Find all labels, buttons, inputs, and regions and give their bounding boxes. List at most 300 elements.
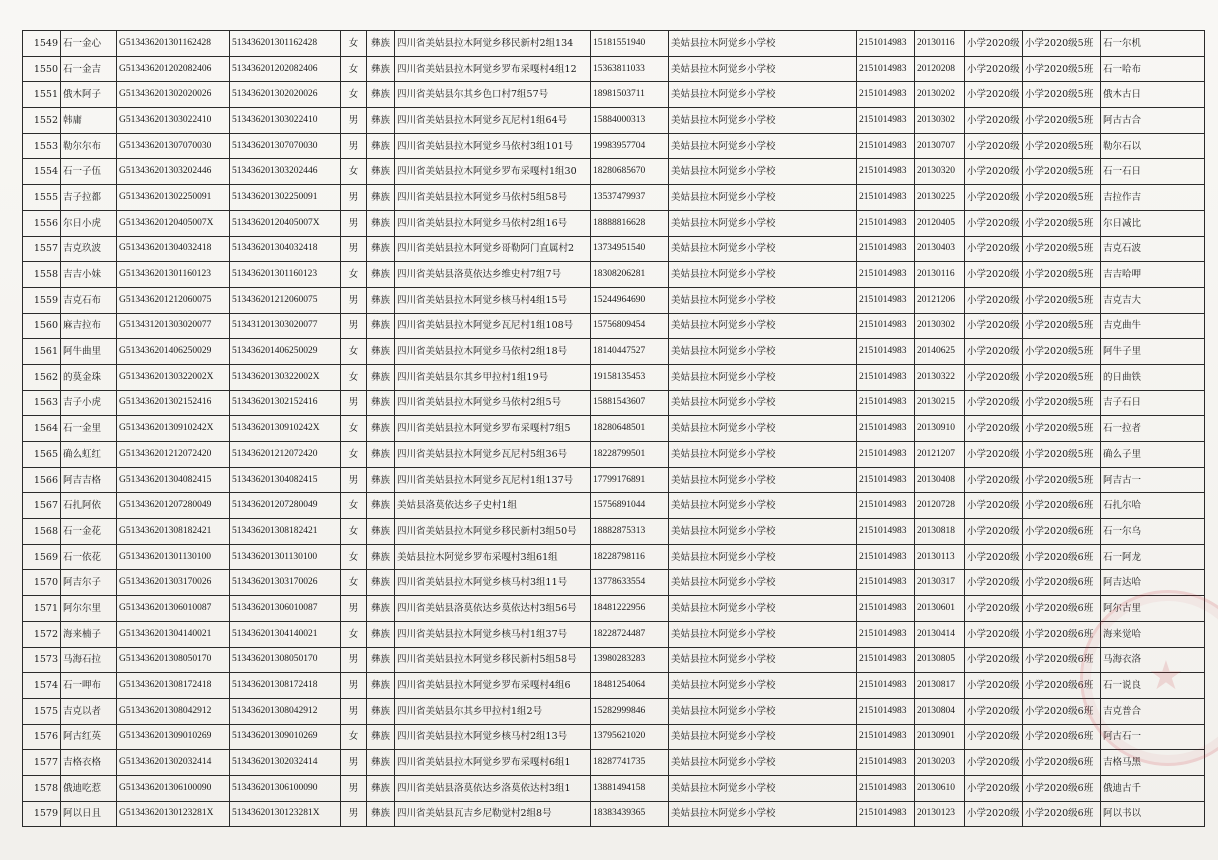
phone-number-cell: 19983957704 xyxy=(591,133,669,159)
school-name-cell: 美姑县拉木阿觉乡小学校 xyxy=(669,467,857,493)
class-name-cell: 小学2020级6班 xyxy=(1023,544,1101,570)
student-name-cell: 石一依花 xyxy=(61,544,117,570)
sex-cell: 男 xyxy=(341,596,367,622)
ethnicity-cell: 彝族 xyxy=(367,493,395,519)
ethnicity-cell: 彝族 xyxy=(367,31,395,57)
sex-cell: 女 xyxy=(341,416,367,442)
row-number-cell: 1561 xyxy=(23,339,61,365)
sex-cell: 男 xyxy=(341,313,367,339)
student-id-cell: G513431201303020077 xyxy=(117,313,230,339)
grade-cell: 小学2020级 xyxy=(965,31,1023,57)
guardian-name-cell: 海来觉哈 xyxy=(1101,621,1205,647)
guardian-name-cell: 阿古古合 xyxy=(1101,108,1205,134)
school-code-cell: 2151014983 xyxy=(857,416,915,442)
birth-date-cell: 20121206 xyxy=(915,287,965,313)
id-card-number-cell: 513436201303170026 xyxy=(230,570,341,596)
guardian-name-cell: 吉克石波 xyxy=(1101,236,1205,262)
id-card-number-cell: 513436201301162428 xyxy=(230,31,341,57)
table-row xyxy=(23,313,1205,339)
student-id-cell: G513436201309010269 xyxy=(117,724,230,750)
ethnicity-cell: 彝族 xyxy=(367,673,395,699)
student-id-cell: G513436201301162428 xyxy=(117,31,230,57)
student-name-cell: 俄木阿子 xyxy=(61,82,117,108)
id-card-number-cell: 513436201308172418 xyxy=(230,673,341,699)
student-id-cell: G513436201302032414 xyxy=(117,750,230,776)
ethnicity-cell: 彝族 xyxy=(367,313,395,339)
birth-date-cell: 20130302 xyxy=(915,108,965,134)
school-name-cell: 美姑县拉木阿觉乡小学校 xyxy=(669,519,857,545)
home-address-cell: 四川省美姑县拉木阿觉乡移民新村2组134 xyxy=(395,31,591,57)
student-name-cell: 阿吉吉格 xyxy=(61,467,117,493)
guardian-name-cell: 石一石日 xyxy=(1101,159,1205,185)
id-card-number-cell: 513436201308042912 xyxy=(230,698,341,724)
school-code-cell: 2151014983 xyxy=(857,133,915,159)
school-code-cell: 2151014983 xyxy=(857,390,915,416)
phone-number-cell: 18481254064 xyxy=(591,673,669,699)
birth-date-cell: 20130322 xyxy=(915,364,965,390)
guardian-name-cell: 确么子里 xyxy=(1101,442,1205,468)
student-id-cell: G513436201301130100 xyxy=(117,544,230,570)
class-name-cell: 小学2020级5班 xyxy=(1023,442,1101,468)
id-card-number-cell: 513436201301130100 xyxy=(230,544,341,570)
school-name-cell: 美姑县拉木阿觉乡小学校 xyxy=(669,621,857,647)
row-number-cell: 1566 xyxy=(23,467,61,493)
student-name-cell: 吉子拉都 xyxy=(61,185,117,211)
school-name-cell: 美姑县拉木阿觉乡小学校 xyxy=(669,775,857,801)
phone-number-cell: 18280685670 xyxy=(591,159,669,185)
school-name-cell: 美姑县拉木阿觉乡小学校 xyxy=(669,801,857,827)
guardian-name-cell: 吉子石日 xyxy=(1101,390,1205,416)
table-row xyxy=(23,621,1205,647)
birth-date-cell: 20130817 xyxy=(915,673,965,699)
grade-cell: 小学2020级 xyxy=(965,339,1023,365)
row-number-cell: 1577 xyxy=(23,750,61,776)
grade-cell: 小学2020级 xyxy=(965,159,1023,185)
guardian-name-cell: 阿吉达哈 xyxy=(1101,570,1205,596)
guardian-name-cell: 阿牛子里 xyxy=(1101,339,1205,365)
birth-date-cell: 20130302 xyxy=(915,313,965,339)
table-row xyxy=(23,262,1205,288)
row-number-cell: 1564 xyxy=(23,416,61,442)
seal-star-icon: ★ xyxy=(1148,653,1184,699)
sex-cell: 女 xyxy=(341,570,367,596)
row-number-cell: 1563 xyxy=(23,390,61,416)
guardian-name-cell: 阿尔古里 xyxy=(1101,596,1205,622)
grade-cell: 小学2020级 xyxy=(965,82,1023,108)
class-name-cell: 小学2020级6班 xyxy=(1023,647,1101,673)
school-name-cell: 美姑县拉木阿觉乡小学校 xyxy=(669,647,857,673)
grade-cell: 小学2020级 xyxy=(965,262,1023,288)
class-name-cell: 小学2020级5班 xyxy=(1023,416,1101,442)
student-name-cell: 麻吉拉布 xyxy=(61,313,117,339)
phone-number-cell: 13537479937 xyxy=(591,185,669,211)
school-code-cell: 2151014983 xyxy=(857,724,915,750)
school-code-cell: 2151014983 xyxy=(857,31,915,57)
student-id-cell: G513436201303202446 xyxy=(117,159,230,185)
phone-number-cell: 15884000313 xyxy=(591,108,669,134)
grade-cell: 小学2020级 xyxy=(965,493,1023,519)
school-code-cell: 2151014983 xyxy=(857,108,915,134)
birth-date-cell: 20130804 xyxy=(915,698,965,724)
student-id-cell: G513436201308050170 xyxy=(117,647,230,673)
sex-cell: 男 xyxy=(341,133,367,159)
row-number-cell: 1560 xyxy=(23,313,61,339)
phone-number-cell: 18140447527 xyxy=(591,339,669,365)
id-card-number-cell: 513436201303022410 xyxy=(230,108,341,134)
class-name-cell: 小学2020级5班 xyxy=(1023,287,1101,313)
school-name-cell: 美姑县拉木阿觉乡小学校 xyxy=(669,108,857,134)
table-row xyxy=(23,364,1205,390)
phone-number-cell: 18882875313 xyxy=(591,519,669,545)
school-code-cell: 2151014983 xyxy=(857,698,915,724)
ethnicity-cell: 彝族 xyxy=(367,544,395,570)
phone-number-cell: 15881543607 xyxy=(591,390,669,416)
ethnicity-cell: 彝族 xyxy=(367,287,395,313)
grade-cell: 小学2020级 xyxy=(965,621,1023,647)
home-address-cell: 四川省美姑县拉木阿觉乡核马村2组13号 xyxy=(395,724,591,750)
class-name-cell: 小学2020级5班 xyxy=(1023,262,1101,288)
guardian-name-cell: 吉克吉大 xyxy=(1101,287,1205,313)
student-name-cell: 吉格衣格 xyxy=(61,750,117,776)
phone-number-cell: 18308206281 xyxy=(591,262,669,288)
school-code-cell: 2151014983 xyxy=(857,236,915,262)
id-card-number-cell: 513436201202082406 xyxy=(230,56,341,82)
student-name-cell: 俄迪吃惹 xyxy=(61,775,117,801)
sex-cell: 女 xyxy=(341,262,367,288)
table-row xyxy=(23,31,1205,57)
school-code-cell: 2151014983 xyxy=(857,442,915,468)
student-name-cell: 尔日小虎 xyxy=(61,210,117,236)
phone-number-cell: 15244964690 xyxy=(591,287,669,313)
birth-date-cell: 20130215 xyxy=(915,390,965,416)
birth-date-cell: 20140625 xyxy=(915,339,965,365)
phone-number-cell: 18383439365 xyxy=(591,801,669,827)
birth-date-cell: 20130116 xyxy=(915,262,965,288)
student-name-cell: 确么虹红 xyxy=(61,442,117,468)
grade-cell: 小学2020级 xyxy=(965,210,1023,236)
student-name-cell: 石一金里 xyxy=(61,416,117,442)
table-row xyxy=(23,673,1205,699)
ethnicity-cell: 彝族 xyxy=(367,698,395,724)
guardian-name-cell: 石扎尔哈 xyxy=(1101,493,1205,519)
sex-cell: 男 xyxy=(341,775,367,801)
school-name-cell: 美姑县拉木阿觉乡小学校 xyxy=(669,364,857,390)
ethnicity-cell: 彝族 xyxy=(367,775,395,801)
home-address-cell: 四川省美姑县拉木阿觉乡罗布采嘎村4组6 xyxy=(395,673,591,699)
table-row xyxy=(23,159,1205,185)
guardian-name-cell: 阿吉古一 xyxy=(1101,467,1205,493)
school-code-cell: 2151014983 xyxy=(857,159,915,185)
student-id-cell: G513436201304082415 xyxy=(117,467,230,493)
school-name-cell: 美姑县拉木阿觉乡小学校 xyxy=(669,56,857,82)
school-name-cell: 美姑县拉木阿觉乡小学校 xyxy=(669,724,857,750)
student-id-cell: G513436201306100090 xyxy=(117,775,230,801)
table-row xyxy=(23,133,1205,159)
school-name-cell: 美姑县拉木阿觉乡小学校 xyxy=(669,493,857,519)
grade-cell: 小学2020级 xyxy=(965,467,1023,493)
student-id-cell: G513436201202082406 xyxy=(117,56,230,82)
home-address-cell: 四川省美姑县拉木阿觉乡罗布采嘎村4组12 xyxy=(395,56,591,82)
table-row xyxy=(23,108,1205,134)
home-address-cell: 四川省美姑县拉木阿觉乡移民新村3组50号 xyxy=(395,519,591,545)
grade-cell: 小学2020级 xyxy=(965,185,1023,211)
id-card-number-cell: 513436201303202446 xyxy=(230,159,341,185)
grade-cell: 小学2020级 xyxy=(965,236,1023,262)
id-card-number-cell: 513431201303020077 xyxy=(230,313,341,339)
row-number-cell: 1553 xyxy=(23,133,61,159)
ethnicity-cell: 彝族 xyxy=(367,56,395,82)
guardian-name-cell: 石一哈布 xyxy=(1101,56,1205,82)
birth-date-cell: 20130113 xyxy=(915,544,965,570)
class-name-cell: 小学2020级5班 xyxy=(1023,133,1101,159)
student-id-cell: G513436201303170026 xyxy=(117,570,230,596)
class-name-cell: 小学2020级6班 xyxy=(1023,775,1101,801)
sex-cell: 女 xyxy=(341,364,367,390)
school-code-cell: 2151014983 xyxy=(857,467,915,493)
school-code-cell: 2151014983 xyxy=(857,493,915,519)
school-name-cell: 美姑县拉木阿觉乡小学校 xyxy=(669,133,857,159)
school-code-cell: 2151014983 xyxy=(857,570,915,596)
school-name-cell: 美姑县拉木阿觉乡小学校 xyxy=(669,185,857,211)
row-number-cell: 1573 xyxy=(23,647,61,673)
school-code-cell: 2151014983 xyxy=(857,210,915,236)
id-card-number-cell: 513436201309010269 xyxy=(230,724,341,750)
student-id-cell: G513436201302152416 xyxy=(117,390,230,416)
phone-number-cell: 18280648501 xyxy=(591,416,669,442)
row-number-cell: 1569 xyxy=(23,544,61,570)
student-id-cell: G513436201301160123 xyxy=(117,262,230,288)
birth-date-cell: 20130317 xyxy=(915,570,965,596)
student-id-cell: G513436201304140021 xyxy=(117,621,230,647)
class-name-cell: 小学2020级5班 xyxy=(1023,82,1101,108)
school-name-cell: 美姑县拉木阿觉乡小学校 xyxy=(669,544,857,570)
id-card-number-cell: 513436201406250029 xyxy=(230,339,341,365)
sex-cell: 女 xyxy=(341,339,367,365)
student-name-cell: 勒尔尔布 xyxy=(61,133,117,159)
student-name-cell: 石一子伍 xyxy=(61,159,117,185)
home-address-cell: 四川省美姑县拉木阿觉乡马依村2组18号 xyxy=(395,339,591,365)
student-id-cell: G513436201406250029 xyxy=(117,339,230,365)
table-row xyxy=(23,493,1205,519)
phone-number-cell: 15756891044 xyxy=(591,493,669,519)
school-code-cell: 2151014983 xyxy=(857,775,915,801)
row-number-cell: 1578 xyxy=(23,775,61,801)
id-card-number-cell: 513436201304082415 xyxy=(230,467,341,493)
phone-number-cell: 15756809454 xyxy=(591,313,669,339)
guardian-name-cell: 石一尔乌 xyxy=(1101,519,1205,545)
table-row xyxy=(23,544,1205,570)
grade-cell: 小学2020级 xyxy=(965,313,1023,339)
sex-cell: 男 xyxy=(341,698,367,724)
guardian-name-cell: 阿古石一 xyxy=(1101,724,1205,750)
sex-cell: 女 xyxy=(341,31,367,57)
ethnicity-cell: 彝族 xyxy=(367,442,395,468)
guardian-name-cell: 石一拉者 xyxy=(1101,416,1205,442)
home-address-cell: 四川省美姑县拉木阿觉乡瓦尼村1组137号 xyxy=(395,467,591,493)
id-card-number-cell: 513436201306100090 xyxy=(230,775,341,801)
school-name-cell: 美姑县拉木阿觉乡小学校 xyxy=(669,673,857,699)
guardian-name-cell: 马海衣洛 xyxy=(1101,647,1205,673)
sex-cell: 女 xyxy=(341,56,367,82)
home-address-cell: 四川省美姑县拉木阿觉乡罗布采嘎村1组30 xyxy=(395,159,591,185)
ethnicity-cell: 彝族 xyxy=(367,210,395,236)
class-name-cell: 小学2020级6班 xyxy=(1023,698,1101,724)
grade-cell: 小学2020级 xyxy=(965,544,1023,570)
row-number-cell: 1568 xyxy=(23,519,61,545)
school-code-cell: 2151014983 xyxy=(857,750,915,776)
home-address-cell: 四川省美姑县拉木阿觉乡马依村3组101号 xyxy=(395,133,591,159)
table-row xyxy=(23,287,1205,313)
grade-cell: 小学2020级 xyxy=(965,698,1023,724)
phone-number-cell: 15181551940 xyxy=(591,31,669,57)
birth-date-cell: 20130403 xyxy=(915,236,965,262)
class-name-cell: 小学2020级5班 xyxy=(1023,339,1101,365)
sex-cell: 男 xyxy=(341,287,367,313)
table-row xyxy=(23,596,1205,622)
home-address-cell: 四川省美姑县拉木阿觉乡马依村2组5号 xyxy=(395,390,591,416)
grade-cell: 小学2020级 xyxy=(965,287,1023,313)
guardian-name-cell: 吉克曲牛 xyxy=(1101,313,1205,339)
id-card-number-cell: 513436201207280049 xyxy=(230,493,341,519)
birth-date-cell: 20130116 xyxy=(915,31,965,57)
table-row xyxy=(23,467,1205,493)
guardian-name-cell: 吉吉哈呷 xyxy=(1101,262,1205,288)
class-name-cell: 小学2020级6班 xyxy=(1023,750,1101,776)
student-name-cell: 阿牛曲里 xyxy=(61,339,117,365)
student-id-cell: G513436201207280049 xyxy=(117,493,230,519)
row-number-cell: 1552 xyxy=(23,108,61,134)
guardian-name-cell: 石一尔机 xyxy=(1101,31,1205,57)
phone-number-cell: 18228724487 xyxy=(591,621,669,647)
row-number-cell: 1567 xyxy=(23,493,61,519)
grade-cell: 小学2020级 xyxy=(965,673,1023,699)
row-number-cell: 1565 xyxy=(23,442,61,468)
birth-date-cell: 20130707 xyxy=(915,133,965,159)
grade-cell: 小学2020级 xyxy=(965,750,1023,776)
table-row xyxy=(23,519,1205,545)
sex-cell: 男 xyxy=(341,108,367,134)
student-name-cell: 吉克以者 xyxy=(61,698,117,724)
ethnicity-cell: 彝族 xyxy=(367,159,395,185)
student-name-cell: 阿以日且 xyxy=(61,801,117,827)
guardian-name-cell: 吉格马黑 xyxy=(1101,750,1205,776)
home-address-cell: 四川省美姑县拉木阿觉乡罗布采嘎村7组5 xyxy=(395,416,591,442)
grade-cell: 小学2020级 xyxy=(965,775,1023,801)
table-row xyxy=(23,56,1205,82)
school-code-cell: 2151014983 xyxy=(857,673,915,699)
school-name-cell: 美姑县拉木阿觉乡小学校 xyxy=(669,287,857,313)
table-row xyxy=(23,236,1205,262)
ethnicity-cell: 彝族 xyxy=(367,519,395,545)
row-number-cell: 1576 xyxy=(23,724,61,750)
row-number-cell: 1556 xyxy=(23,210,61,236)
ethnicity-cell: 彝族 xyxy=(367,236,395,262)
student-name-cell: 吉克石布 xyxy=(61,287,117,313)
student-id-cell: G51343620130910242X xyxy=(117,416,230,442)
school-name-cell: 美姑县拉木阿觉乡小学校 xyxy=(669,159,857,185)
ethnicity-cell: 彝族 xyxy=(367,133,395,159)
school-code-cell: 2151014983 xyxy=(857,519,915,545)
school-code-cell: 2151014983 xyxy=(857,339,915,365)
class-name-cell: 小学2020级6班 xyxy=(1023,493,1101,519)
id-card-number-cell: 513436201301160123 xyxy=(230,262,341,288)
school-code-cell: 2151014983 xyxy=(857,647,915,673)
sex-cell: 男 xyxy=(341,647,367,673)
row-number-cell: 1574 xyxy=(23,673,61,699)
class-name-cell: 小学2020级5班 xyxy=(1023,185,1101,211)
school-name-cell: 美姑县拉木阿觉乡小学校 xyxy=(669,313,857,339)
ethnicity-cell: 彝族 xyxy=(367,647,395,673)
grade-cell: 小学2020级 xyxy=(965,801,1023,827)
home-address-cell: 四川省美姑县尔其乡甲拉村1组2号 xyxy=(395,698,591,724)
row-number-cell: 1570 xyxy=(23,570,61,596)
ethnicity-cell: 彝族 xyxy=(367,621,395,647)
school-name-cell: 美姑县拉木阿觉乡小学校 xyxy=(669,339,857,365)
ethnicity-cell: 彝族 xyxy=(367,339,395,365)
class-name-cell: 小学2020级5班 xyxy=(1023,108,1101,134)
class-name-cell: 小学2020级5班 xyxy=(1023,236,1101,262)
id-card-number-cell: 513436201212072420 xyxy=(230,442,341,468)
phone-number-cell: 18287741735 xyxy=(591,750,669,776)
sex-cell: 女 xyxy=(341,621,367,647)
phone-number-cell: 13778633554 xyxy=(591,570,669,596)
school-name-cell: 美姑县拉木阿觉乡小学校 xyxy=(669,262,857,288)
sex-cell: 男 xyxy=(341,185,367,211)
sex-cell: 男 xyxy=(341,236,367,262)
class-name-cell: 小学2020级5班 xyxy=(1023,364,1101,390)
birth-date-cell: 20130910 xyxy=(915,416,965,442)
id-card-number-cell: 513436201304032418 xyxy=(230,236,341,262)
grade-cell: 小学2020级 xyxy=(965,724,1023,750)
home-address-cell: 四川省美姑县瓦吉乡尼勒觉村2组8号 xyxy=(395,801,591,827)
student-name-cell: 吉吉小妹 xyxy=(61,262,117,288)
id-card-number-cell: 51343620130910242X xyxy=(230,416,341,442)
row-number-cell: 1549 xyxy=(23,31,61,57)
table-row xyxy=(23,647,1205,673)
id-card-number-cell: 513436201306010087 xyxy=(230,596,341,622)
sex-cell: 女 xyxy=(341,724,367,750)
grade-cell: 小学2020级 xyxy=(965,442,1023,468)
id-card-number-cell: 513436201302250091 xyxy=(230,185,341,211)
sex-cell: 男 xyxy=(341,467,367,493)
student-id-cell: G513436201308172418 xyxy=(117,673,230,699)
home-address-cell: 四川省美姑县拉木阿觉乡马依村2组16号 xyxy=(395,210,591,236)
grade-cell: 小学2020级 xyxy=(965,596,1023,622)
row-number-cell: 1579 xyxy=(23,801,61,827)
grade-cell: 小学2020级 xyxy=(965,519,1023,545)
sex-cell: 男 xyxy=(341,210,367,236)
phone-number-cell: 18981503711 xyxy=(591,82,669,108)
row-number-cell: 1557 xyxy=(23,236,61,262)
class-name-cell: 小学2020级6班 xyxy=(1023,596,1101,622)
student-id-cell: G513436201308042912 xyxy=(117,698,230,724)
home-address-cell: 四川省美姑县洛莫依达乡洛莫依达村3组1 xyxy=(395,775,591,801)
grade-cell: 小学2020级 xyxy=(965,56,1023,82)
phone-number-cell: 18228799501 xyxy=(591,442,669,468)
birth-date-cell: 20130202 xyxy=(915,82,965,108)
class-name-cell: 小学2020级5班 xyxy=(1023,210,1101,236)
home-address-cell: 四川省美姑县拉木阿觉乡哥勒阿门直属村2 xyxy=(395,236,591,262)
id-card-number-cell: 513436201212060075 xyxy=(230,287,341,313)
ethnicity-cell: 彝族 xyxy=(367,82,395,108)
row-number-cell: 1550 xyxy=(23,56,61,82)
class-name-cell: 小学2020级5班 xyxy=(1023,313,1101,339)
school-code-cell: 2151014983 xyxy=(857,544,915,570)
id-card-number-cell: 513436201308050170 xyxy=(230,647,341,673)
id-card-number-cell: 51343620130123281X xyxy=(230,801,341,827)
table-row xyxy=(23,185,1205,211)
phone-number-cell: 13881494158 xyxy=(591,775,669,801)
